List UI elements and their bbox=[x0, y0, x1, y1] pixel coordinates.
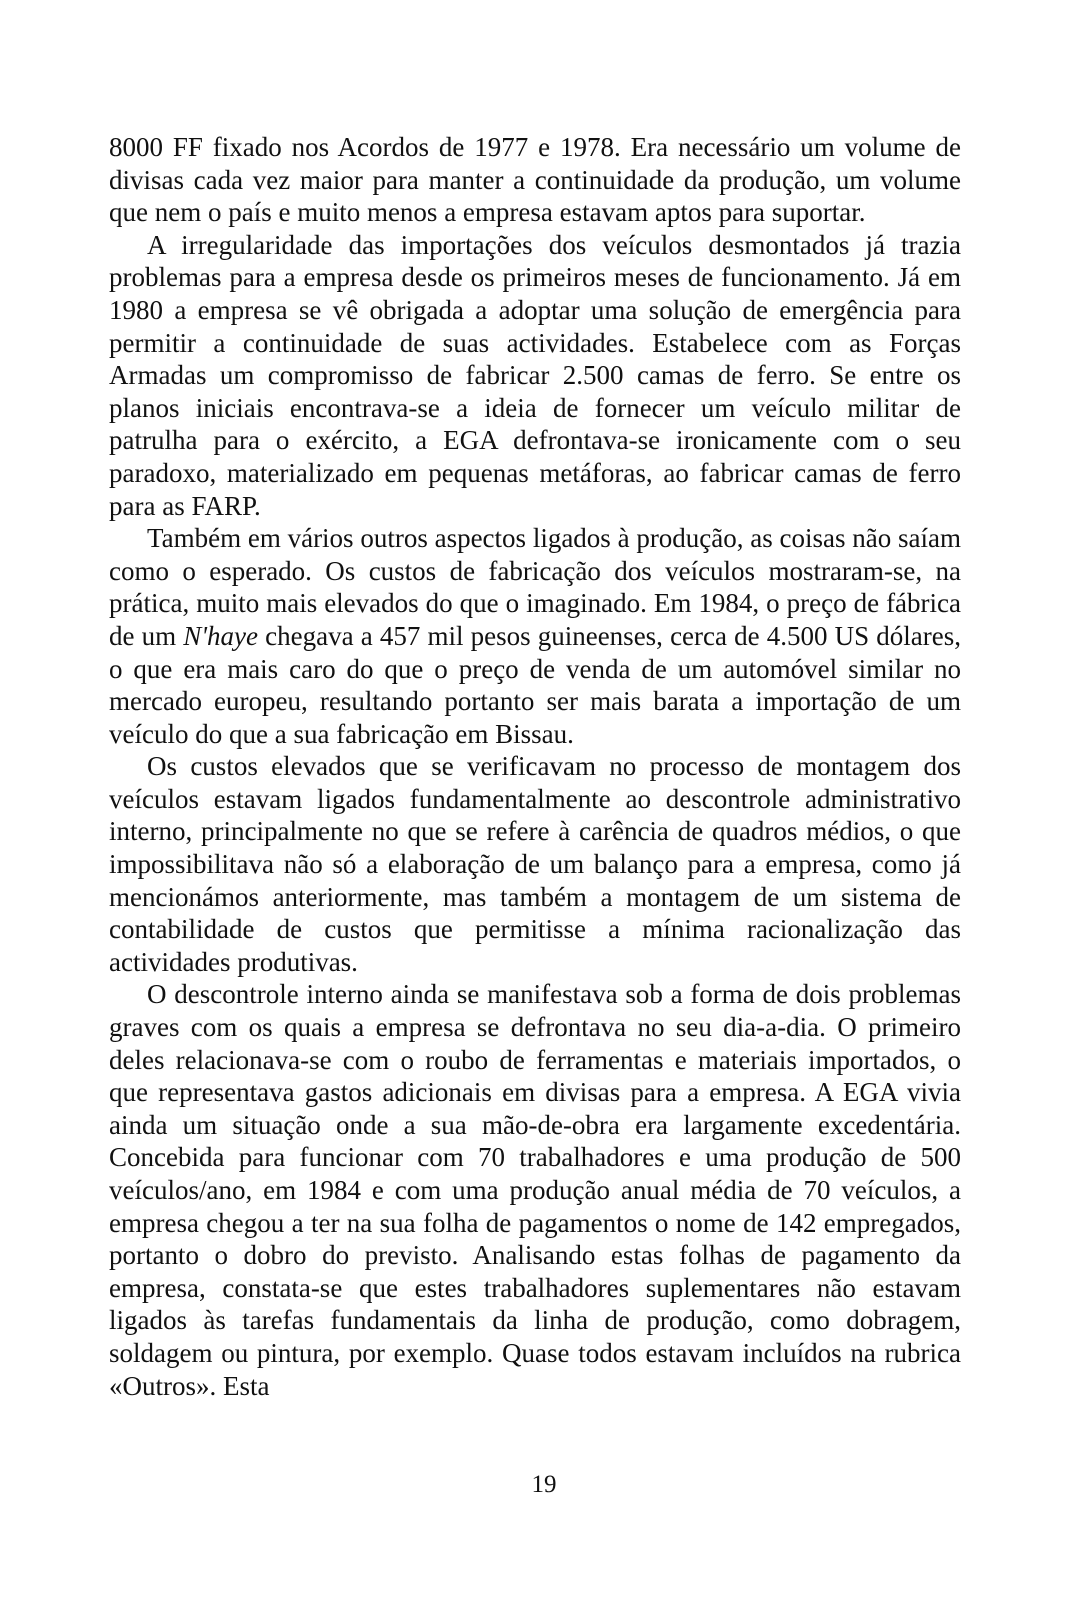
paragraph-1: 8000 FF fixado nos Acordos de 1977 e 1978. Era necessário um volume de divisas cada vez maior para manter a continuidade da produção, um volume que nem o país e muito menos a empresa estavam aptos para suportar. bbox=[109, 132, 961, 228]
page-number: 19 bbox=[531, 1471, 557, 1498]
paragraph-3 bbox=[109, 522, 961, 750]
paragraph-3-part-1: Também em vários outros aspectos ligados à produção, as coisas não saíam como o esperado. Os custos de fabricação dos veículos mostraram-se, na prática, muito mais elevados do que o imaginado. Em 1984, o preço de fábrica de um bbox=[109, 523, 961, 651]
vehicle-name-italic: N'haye bbox=[183, 620, 259, 651]
paragraph-3-part-2: chegava a 457 mil pesos guineenses, cerca de 4.500 US dólares, o que era mais caro do que o preço de venda de um automóvel similar no mercado europeu, resultando portanto ser mais barata a importação de um veículo do que a sua fabricação em Bissau. bbox=[109, 620, 961, 749]
paragraph-4: Os custos elevados que se verificavam no processo de montagem dos veículos estavam ligados fundamentalmente ao descontrole administrativo interno, principalmente no que se refere à carência de quadros médios, o que impossibilitava não só a elaboração de um balanço para a empresa, como já mencionámos anteriormente, mas também a montagem de um sistema de contabilidade de custos que permitisse a mínima racionalização das actividades produtivas. bbox=[109, 751, 961, 977]
body-text bbox=[109, 131, 961, 1402]
paragraph-5: O descontrole interno ainda se manifestava sob a forma de dois problemas graves com os quais a empresa se defrontava no seu dia-a-dia. O primeiro deles relacionava-se com o roubo de ferramentas e materiais importados, o que representava gastos adicionais em divisas para a empresa. A EGA vivia ainda um situação onde a sua mão-de-obra era largamente excedentária. Concebida para funcionar com 70 trabalhadores e uma produção de 500 veículos/ano, em 1984 e com uma produção anual média de 70 veículos, a empresa chegou a ter na sua folha de pagamentos o nome de 142 empregados, portanto o dobro do previsto. Analisando estas folhas de pagamento da empresa, constata-se que estes trabalhadores suplementares não estavam ligados às tarefas fundamentais da linha de produção, como dobragem, soldagem ou pintura, por exemplo. Quase todos estavam incluídos na rubrica «Outros». Esta bbox=[109, 979, 961, 1401]
paragraph-2: A irregularidade das importações dos veículos desmontados já trazia problemas para a empresa desde os primeiros meses de funcionamento. Já em 1980 a empresa se vê obrigada a adoptar uma solução de emergência para permitir a continuidade de suas actividades. Estabelece com as Forças Armadas um compromisso de fabricar 2.500 camas de ferro. Se entre os planos iniciais encontrava-se a ideia de fornecer um veículo militar de patrulha para o exército, a EGA defrontava-se ironicamente com o seu paradoxo, materializado em pequenas metáforas, ao fabricar camas de ferro para as FARP. bbox=[109, 229, 961, 521]
